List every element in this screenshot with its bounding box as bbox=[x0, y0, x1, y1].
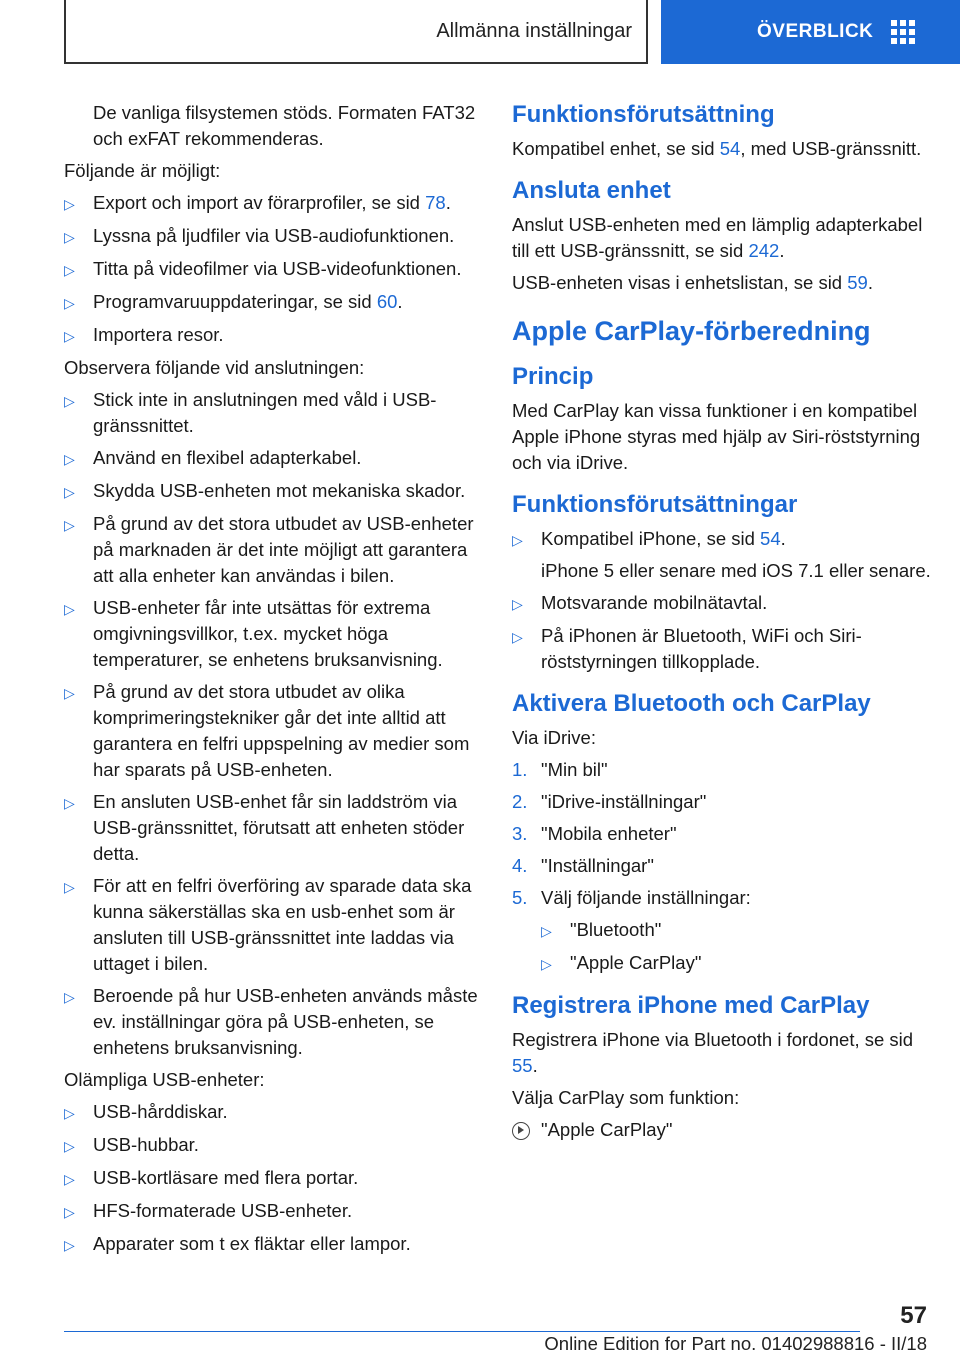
observe-heading: Observera följande vid anslutningen: bbox=[64, 357, 365, 378]
text: På iPhonen är Bluetooth, WiFi och Siri-röststyrningen tillkopplade. bbox=[541, 625, 862, 672]
connect-text-2 bbox=[512, 270, 932, 296]
page-link[interactable]: 54 bbox=[719, 138, 741, 159]
list-item-text bbox=[93, 511, 484, 589]
text: USB-enheten visas i enhetslistan, se sid bbox=[512, 272, 848, 293]
bullet-triangle-icon: ▷ bbox=[64, 517, 75, 533]
step-item bbox=[512, 821, 932, 847]
text: På grund av det stora utbudet av olika komprimeringstekniker går det inte alltid att garantera en felfri uppspelning av medier som har sparats på USB-enheten. bbox=[93, 681, 470, 780]
list-item-text bbox=[93, 1198, 484, 1225]
list-item-text bbox=[93, 983, 484, 1061]
text: Programvaruuppdateringar, se sid bbox=[93, 291, 377, 312]
step-item bbox=[512, 885, 932, 911]
list-item-text bbox=[93, 1165, 484, 1192]
step-number: 4. bbox=[512, 855, 528, 876]
list-item-text bbox=[93, 478, 484, 505]
unsuitable-list bbox=[64, 1099, 484, 1258]
right-column bbox=[512, 100, 932, 1154]
activate-heading: Aktivera Bluetooth och CarPlay bbox=[512, 690, 871, 717]
select-item-label: "Apple CarPlay" bbox=[541, 1119, 673, 1140]
page-link[interactable]: 55 bbox=[512, 1055, 533, 1076]
list-item bbox=[64, 289, 484, 316]
text: USB-kortläsare med flera portar. bbox=[93, 1167, 359, 1188]
list-item bbox=[64, 1132, 484, 1159]
text: Kompatibel enhet, se sid bbox=[512, 138, 720, 159]
list-item bbox=[64, 595, 484, 673]
header-section-tab bbox=[64, 0, 648, 64]
text: Apparater som t ex fläktar eller lampor. bbox=[93, 1233, 411, 1254]
left-column bbox=[64, 100, 484, 1264]
register-text bbox=[512, 1027, 932, 1079]
list-item-text bbox=[541, 526, 932, 584]
text-after: . bbox=[779, 240, 785, 261]
grid-icon bbox=[891, 20, 915, 44]
text: Använd en flexibel adapterkabel. bbox=[93, 447, 362, 468]
list-item-text bbox=[93, 1231, 484, 1258]
list-item bbox=[64, 1165, 484, 1192]
text: Stick inte in anslutningen med våld i USB-gränssnittet. bbox=[93, 389, 437, 436]
bullet-triangle-icon: ▷ bbox=[64, 1171, 75, 1187]
page-link[interactable]: 59 bbox=[847, 272, 868, 293]
footer-divider bbox=[64, 1331, 860, 1332]
text-after: . bbox=[532, 1055, 538, 1076]
step-item bbox=[512, 757, 932, 783]
observe-list bbox=[64, 387, 484, 1061]
bullet-triangle-icon: ▷ bbox=[64, 879, 75, 895]
list-item bbox=[512, 590, 932, 617]
bullet-triangle-icon: ▷ bbox=[541, 956, 552, 972]
list-item-text bbox=[93, 322, 484, 349]
text: Titta på videofilmer via USB-videofunktionen. bbox=[93, 258, 462, 279]
substep-text: "Apple CarPlay" bbox=[570, 952, 702, 973]
list-item bbox=[512, 526, 932, 584]
step-text: "iDrive-inställningar" bbox=[541, 791, 707, 812]
bullet-triangle-icon: ▷ bbox=[64, 1204, 75, 1220]
list-item-text bbox=[93, 595, 484, 673]
overview-label: ÖVERBLICK bbox=[757, 21, 874, 42]
list-item-text bbox=[93, 190, 484, 217]
text: HFS-formaterade USB-enheter. bbox=[93, 1200, 353, 1221]
text-after: . bbox=[867, 272, 873, 293]
page-link[interactable]: 242 bbox=[748, 240, 780, 261]
bullet-triangle-icon: ▷ bbox=[512, 532, 523, 548]
list-item bbox=[64, 679, 484, 783]
bullet-triangle-icon: ▷ bbox=[64, 601, 75, 617]
bullet-triangle-icon: ▷ bbox=[541, 923, 552, 939]
connect-heading: Ansluta enhet bbox=[512, 177, 671, 204]
step-number: 3. bbox=[512, 823, 528, 844]
text: USB-hubbar. bbox=[93, 1134, 199, 1155]
list-item bbox=[64, 789, 484, 867]
bullet-triangle-icon: ▷ bbox=[64, 1237, 75, 1253]
requirement-text bbox=[512, 136, 932, 162]
possible-heading: Följande är möjligt: bbox=[64, 160, 221, 181]
step-text: Välj följande inställningar: bbox=[541, 887, 751, 908]
bullet-triangle-icon: ▷ bbox=[64, 451, 75, 467]
bullet-triangle-icon: ▷ bbox=[512, 629, 523, 645]
page-link[interactable]: 78 bbox=[425, 192, 446, 213]
text-after: . bbox=[397, 291, 403, 312]
list-item bbox=[64, 445, 484, 472]
requirement-heading: Funktionsförutsättning bbox=[512, 101, 775, 128]
list-item bbox=[64, 873, 484, 977]
bullet-triangle-icon: ▷ bbox=[64, 685, 75, 701]
header-section-title: Allmänna inställningar bbox=[436, 19, 632, 42]
list-item-text bbox=[93, 223, 484, 250]
bullet-triangle-icon: ▷ bbox=[64, 1138, 75, 1154]
text-after: . bbox=[445, 192, 451, 213]
possible-list bbox=[64, 190, 484, 349]
text: Motsvarande mobilnätavtal. bbox=[541, 592, 768, 613]
connect-text bbox=[512, 212, 932, 264]
list-item bbox=[64, 322, 484, 349]
text: Beroende på hur USB-enheten används måste ev. inställningar göra på USB-enheten, se enhetens bruksanvisning. bbox=[93, 985, 478, 1058]
bullet-triangle-icon: ▷ bbox=[64, 262, 75, 278]
text: Export och import av förarprofiler, se sid bbox=[93, 192, 426, 213]
bullet-triangle-icon: ▷ bbox=[64, 328, 75, 344]
register-heading: Registrera iPhone med CarPlay bbox=[512, 992, 870, 1019]
list-item bbox=[64, 1231, 484, 1258]
substeps-list bbox=[512, 917, 932, 977]
list-item-text bbox=[93, 1099, 484, 1126]
principle-text: Med CarPlay kan vissa funktioner i en kompatibel Apple iPhone styras med hjälp av Siri-röststyrning och via iDrive. bbox=[512, 400, 921, 473]
list-item-text bbox=[541, 590, 932, 617]
text: Registrera iPhone via Bluetooth i fordonet, se sid bbox=[512, 1029, 914, 1050]
via-idrive-text: Via iDrive: bbox=[512, 727, 596, 748]
text: På grund av det stora utbudet av USB-enheter på marknaden är det inte möjligt att garantera att alla enheter kan användas i bilen. bbox=[93, 513, 474, 586]
list-item-text bbox=[93, 679, 484, 783]
text-after: . bbox=[780, 528, 786, 549]
text: Anslut USB-enheten med en lämplig adapterkabel till ett USB-gränssnitt, se sid bbox=[512, 214, 923, 261]
requirements-list bbox=[512, 526, 932, 675]
list-item-text bbox=[93, 387, 484, 439]
text-after: , med USB-gränssnitt. bbox=[740, 138, 922, 159]
footer-edition: Online Edition for Part no. 01402988816 - II/18 bbox=[544, 1333, 927, 1354]
text: USB-enheter får inte utsättas för extrema omgivningsvillkor, t.ex. mycket höga temperaturer, se enhetens bruksanvisning. bbox=[93, 597, 443, 670]
list-item-text bbox=[93, 1132, 484, 1159]
intro-text: De vanliga filsystemen stöds. Formaten FAT32 och exFAT rekommenderas. bbox=[93, 102, 476, 149]
substep-item bbox=[541, 950, 932, 977]
list-item bbox=[64, 190, 484, 217]
step-number: 5. bbox=[512, 887, 528, 908]
text: USB-hårddiskar. bbox=[93, 1101, 228, 1122]
text: För att en felfri överföring av sparade data ska kunna säkerställas ska en usb-enhet som är ansluten till USB-gränssnittet inte laddas via uttaget i bilen. bbox=[93, 875, 472, 974]
list-item bbox=[64, 1099, 484, 1126]
list-item bbox=[64, 511, 484, 589]
list-item-text bbox=[93, 789, 484, 867]
overview-button[interactable] bbox=[661, 0, 960, 64]
bullet-triangle-icon: ▷ bbox=[64, 1105, 75, 1121]
text: Skydda USB-enheten mot mekaniska skador. bbox=[93, 480, 466, 501]
text: Importera resor. bbox=[93, 324, 224, 345]
list-item-text bbox=[93, 256, 484, 283]
play-icon bbox=[512, 1122, 530, 1140]
list-item bbox=[512, 623, 932, 675]
principle-heading: Princip bbox=[512, 363, 594, 390]
step-text: "Mobila enheter" bbox=[541, 823, 677, 844]
list-item-text bbox=[93, 289, 484, 316]
bullet-triangle-icon: ▷ bbox=[64, 393, 75, 409]
list-item bbox=[64, 256, 484, 283]
list-item bbox=[64, 478, 484, 505]
text: Kompatibel iPhone, se sid bbox=[541, 528, 761, 549]
page-link[interactable]: 54 bbox=[760, 528, 781, 549]
carplay-heading: Apple CarPlay-förberedning bbox=[512, 316, 871, 346]
substep-item bbox=[541, 917, 932, 944]
bullet-triangle-icon: ▷ bbox=[64, 229, 75, 245]
list-item-text bbox=[93, 445, 484, 472]
text: En ansluten USB-enhet får sin laddström via USB-gränssnittet, förutsatt att enheten stöder detta. bbox=[93, 791, 465, 864]
list-item-note: iPhone 5 eller senare med iOS 7.1 eller senare. bbox=[541, 560, 931, 581]
steps-list bbox=[512, 757, 932, 911]
list-item bbox=[64, 983, 484, 1061]
unsuitable-heading: Olämpliga USB-enheter: bbox=[64, 1069, 265, 1090]
bullet-triangle-icon: ▷ bbox=[64, 484, 75, 500]
list-item bbox=[64, 1198, 484, 1225]
step-number: 2. bbox=[512, 791, 528, 812]
substep-text: "Bluetooth" bbox=[570, 919, 662, 940]
list-item-text bbox=[541, 623, 932, 675]
bullet-triangle-icon: ▷ bbox=[64, 196, 75, 212]
step-text: "Min bil" bbox=[541, 759, 608, 780]
bullet-triangle-icon: ▷ bbox=[64, 795, 75, 811]
step-item bbox=[512, 789, 932, 815]
bullet-triangle-icon: ▷ bbox=[64, 989, 75, 1005]
text: Lyssna på ljudfiler via USB-audiofunktionen. bbox=[93, 225, 455, 246]
page-number: 57 bbox=[900, 1302, 927, 1329]
step-item bbox=[512, 853, 932, 879]
step-text: "Inställningar" bbox=[541, 855, 654, 876]
bullet-triangle-icon: ▷ bbox=[64, 295, 75, 311]
bullet-triangle-icon: ▷ bbox=[512, 596, 523, 612]
select-text: Välja CarPlay som funktion: bbox=[512, 1087, 740, 1108]
list-item bbox=[64, 223, 484, 250]
requirements-heading: Funktionsförutsättningar bbox=[512, 491, 798, 518]
step-number: 1. bbox=[512, 759, 528, 780]
page-link[interactable]: 60 bbox=[376, 291, 398, 312]
list-item-text bbox=[93, 873, 484, 977]
select-item bbox=[512, 1117, 932, 1148]
list-item bbox=[64, 387, 484, 439]
